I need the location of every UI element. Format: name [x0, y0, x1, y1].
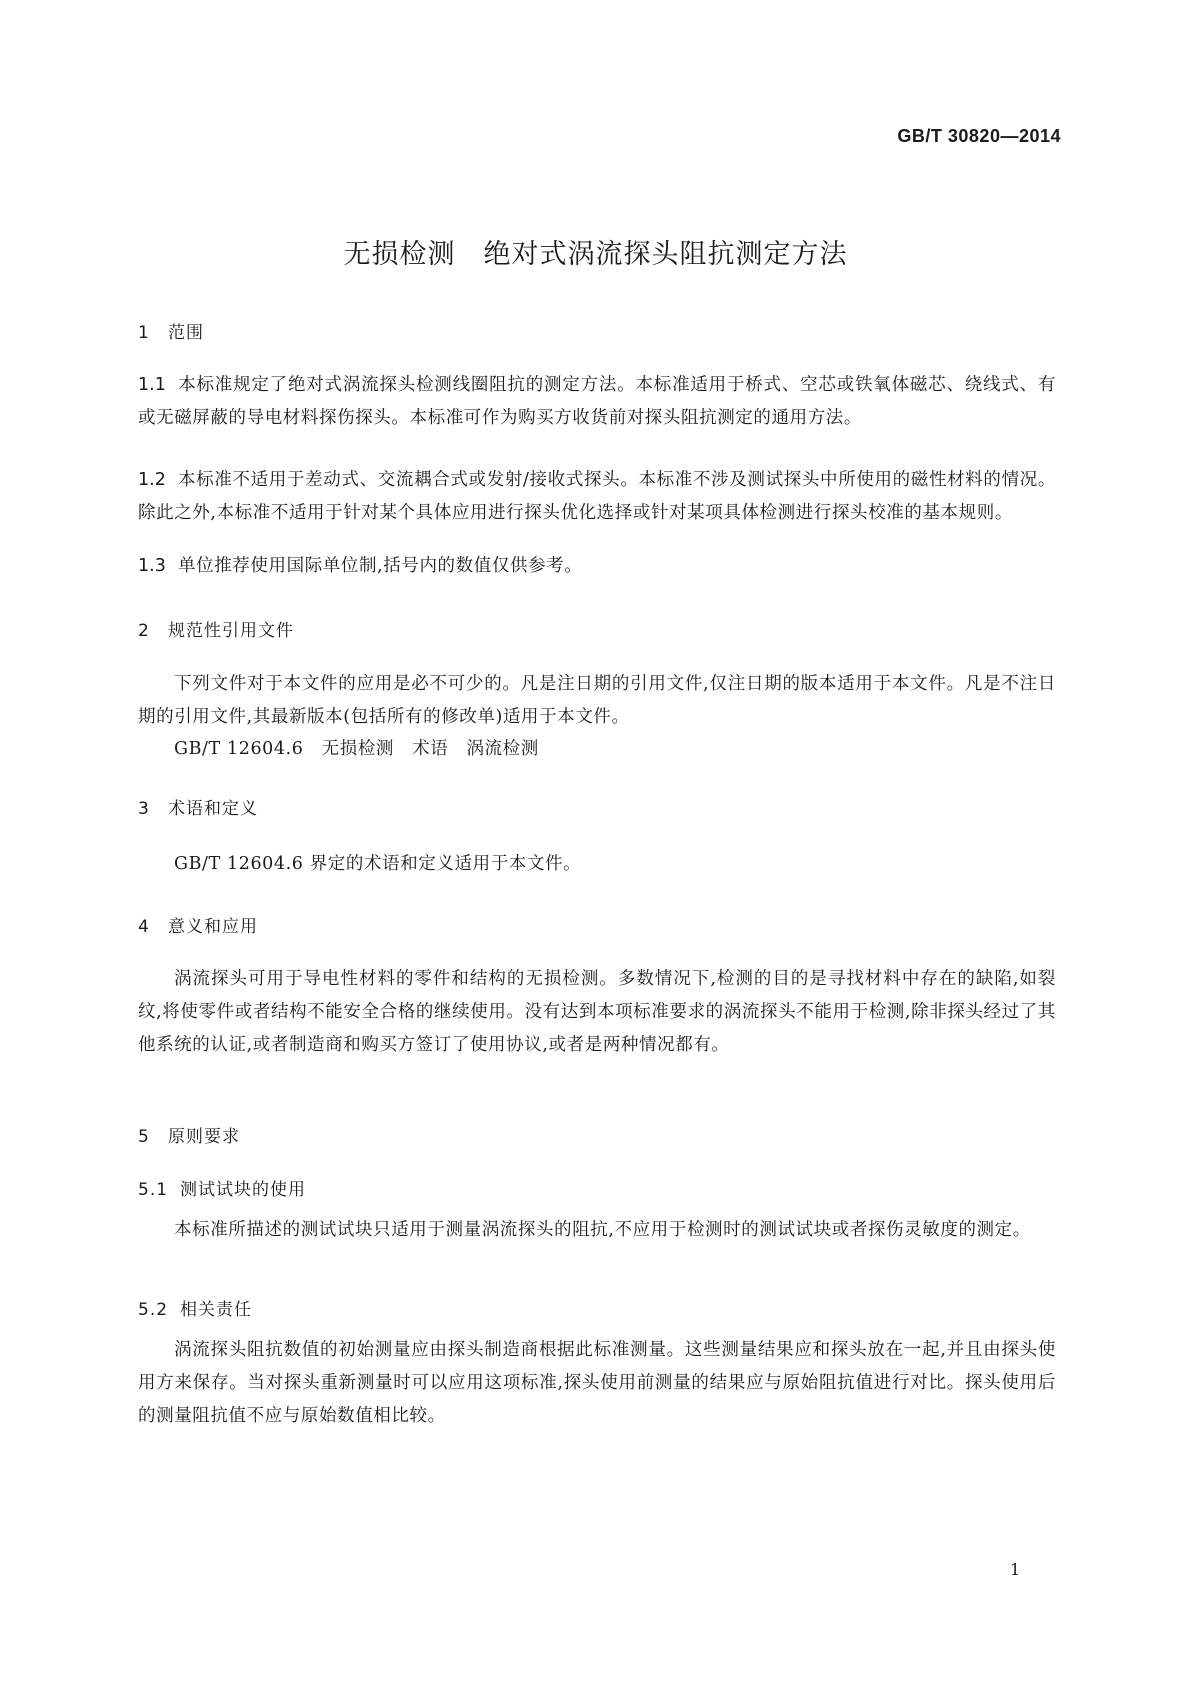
section-number: 2 — [138, 621, 150, 641]
clause-1-2 — [138, 464, 1056, 530]
normative-reference: GB/T 12604.6 无损检测 术语 涡流检测 — [174, 739, 539, 759]
document-title: 无损检测 绝对式涡流探头阻抗测定方法 — [343, 239, 848, 270]
subsection-title: 测试试块的使用 — [180, 1180, 306, 1200]
section-title: 规范性引用文件 — [168, 621, 294, 641]
subsection-5-1-paragraph: 本标准所描述的测试试块只适用于测量涡流探头的阻抗,不应用于检测时的测试试块或者探伤灵敏度的测定。 — [174, 1220, 1031, 1240]
clause-text: 本标准规定了绝对式涡流探头检测线圈阻抗的测定方法。本标准适用于桥式、空芯或铁氧体磁芯、绕线式、有或无磁屏蔽的导电材料探伤探头。本标准可作为购买方收货前对探头阻抗测定的通用方法。 — [138, 375, 1056, 428]
clause-number: 1.3 — [138, 556, 166, 576]
section-4-heading — [138, 912, 258, 937]
standard-code: GB/T 30820—2014 — [897, 126, 1061, 146]
clause-number: 1.2 — [138, 470, 166, 490]
section-number: 4 — [138, 917, 150, 937]
section-title: 术语和定义 — [168, 799, 258, 819]
clause-1-1 — [138, 369, 1056, 435]
section-number: 3 — [138, 799, 150, 819]
section-number: 5 — [138, 1127, 150, 1147]
section-4-paragraph: 涡流探头可用于导电性材料的零件和结构的无损检测。多数情况下,检测的目的是寻找材料中存在的缺陷,如裂纹,将使零件或者结构不能安全合格的继续使用。没有达到本项标准要求的涡流探头不能用于检测,除非探头经过了其他系统的认证,或者制造商和购买方签订了使用协议,或者是两种情况都有。 — [138, 969, 1056, 1055]
subsection-number: 5.2 — [138, 1300, 169, 1320]
section-title: 意义和应用 — [168, 917, 258, 937]
subsection-number: 5.1 — [138, 1180, 169, 1200]
clause-number: 1.1 — [138, 375, 166, 395]
section-title: 范围 — [168, 323, 204, 343]
section-3-heading — [138, 794, 258, 819]
section-1-heading — [138, 318, 204, 343]
section-number: 1 — [138, 323, 150, 343]
subsection-title: 相关责任 — [180, 1300, 252, 1320]
subsection-5-1-heading — [138, 1175, 306, 1200]
clause-text: 单位推荐使用国际单位制,括号内的数值仅供参考。 — [178, 556, 583, 576]
section-3-paragraph: GB/T 12604.6 界定的术语和定义适用于本文件。 — [174, 854, 582, 874]
clause-1-3 — [138, 550, 1056, 583]
page-number: 1 — [1010, 1560, 1021, 1579]
clause-text: 本标准不适用于差动式、交流耦合式或发射/接收式探头。本标准不涉及测试探头中所使用的磁性材料的情况。除此之外,本标准不适用于针对某个具体应用进行探头优化选择或针对某项具体检测进行探头校准的基本规则。 — [138, 470, 1056, 523]
section-2-paragraph: 下列文件对于本文件的应用是必不可少的。凡是注日期的引用文件,仅注日期的版本适用于本文件。凡是不注日期的引用文件,其最新版本(包括所有的修改单)适用于本文件。 — [138, 674, 1056, 727]
section-5-heading — [138, 1122, 240, 1147]
subsection-5-2-paragraph: 涡流探头阻抗数值的初始测量应由探头制造商根据此标准测量。这些测量结果应和探头放在一起,并且由探头使用方来保存。当对探头重新测量时可以应用这项标准,探头使用前测量的结果应与原始阻抗值进行对比。探头使用后的测量阻抗值不应与原始数值相比较。 — [138, 1340, 1056, 1426]
section-title: 原则要求 — [168, 1127, 240, 1147]
section-2-heading — [138, 616, 294, 641]
subsection-5-2-heading — [138, 1295, 252, 1320]
